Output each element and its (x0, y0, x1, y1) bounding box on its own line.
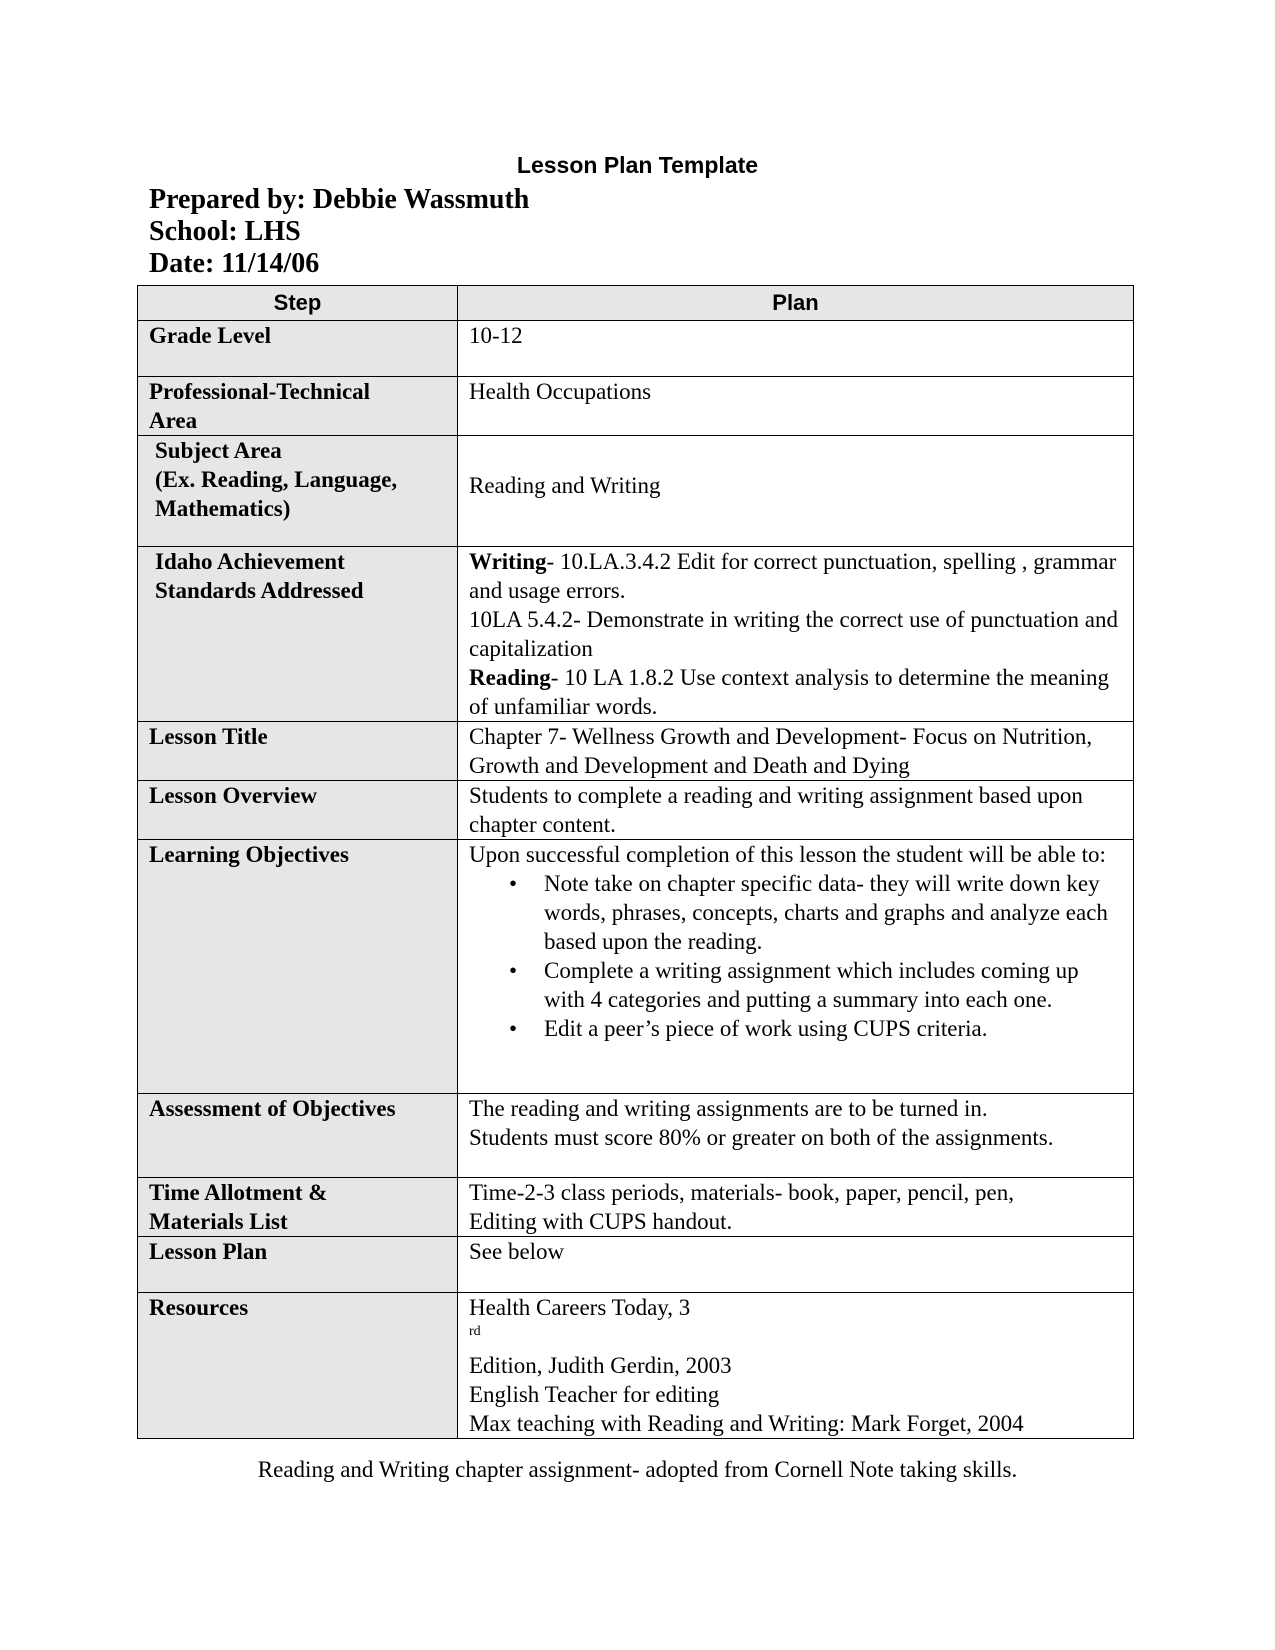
plan-assessment: The reading and writing assignments are to be turned in. Students must score 80% or greater on both of the assignments. (458, 1094, 1134, 1178)
table-row (138, 781, 1134, 840)
table-row (138, 436, 1134, 547)
objectives-list (469, 869, 1123, 1043)
step-grade-level: Grade Level (138, 321, 458, 377)
step-professional-technical: Professional-Technical Area (138, 377, 458, 436)
list-item: • Edit a peer’s piece of work using CUPS criteria. (544, 1014, 1123, 1043)
table-row (138, 547, 1134, 722)
plan-lesson-overview: Students to complete a reading and writing assignment based upon chapter content. (458, 781, 1134, 840)
plan-resources: Health Careers Today, 3 $^{rd}$ Edition, Judith Gerdin, 2003 English Teacher for editing Max teaching with Reading and Writing: Mark Forget, 2004 (458, 1293, 1134, 1439)
lesson-plan-table (137, 285, 1134, 1439)
table-row (138, 722, 1134, 781)
step-standards: Idaho Achievement Standards Addressed (138, 547, 458, 722)
step-lesson-title: Lesson Title (138, 722, 458, 781)
header-plan: Plan (458, 286, 1134, 321)
plan-lesson-title: Chapter 7- Wellness Growth and Development- Focus on Nutrition, Growth and Development and Death and Dying (458, 722, 1134, 781)
plan-standards: Writing- 10.LA.3.4.2 Edit for correct punctuation, spelling , grammar and usage errors. 10LA 5.4.2- Demonstrate in writing the correct use of punctuation and capitalization Reading- 10 LA 1.8.2 Use context analysis to determine the meaning of unfamiliar words. (458, 547, 1134, 722)
plan-time-allotment: Time-2-3 class periods, materials- book, paper, pencil, pen, Editing with CUPS handout. (458, 1178, 1134, 1237)
table-row (138, 321, 1134, 377)
prepared-by: Prepared by: Debbie Wassmuth (149, 184, 530, 215)
step-assessment: Assessment of Objectives (138, 1094, 458, 1178)
plan-lesson-plan: See below (458, 1237, 1134, 1293)
table-row (138, 1237, 1134, 1293)
table-row (138, 1178, 1134, 1237)
plan-grade-level: 10-12 (458, 321, 1134, 377)
date: Date: 11/14/06 (149, 248, 320, 279)
footer-note: Reading and Writing chapter assignment- adopted from Cornell Note taking skills. (257, 1457, 1018, 1482)
step-lesson-plan: Lesson Plan (138, 1237, 458, 1293)
step-subject-area: Subject Area (Ex. Reading, Language, Mathematics) (138, 436, 458, 547)
plan-learning-objectives: Upon successful completion of this lesson the student will be able to: • Note take on chapter specific data- they will write down key words, phrases, concepts, charts and graphs and analyze each based upon the reading. • Complete a writing assignment which includes coming up with 4 categories and putting a summary into each one. • Edit a peer’s piece of work using CUPS criteria. (458, 840, 1134, 1094)
school: School: LHS (149, 216, 301, 247)
step-learning-objectives: Learning Objectives (138, 840, 458, 1094)
table-row (138, 1094, 1134, 1178)
reading-label: Reading (469, 665, 551, 690)
document-title: Lesson Plan Template (516, 152, 759, 178)
table-row (138, 1293, 1134, 1439)
table-row (138, 840, 1134, 1094)
step-time-allotment: Time Allotment & Materials List (138, 1178, 458, 1237)
table-row (138, 377, 1134, 436)
header-step: Step (138, 286, 458, 321)
writing-label: Writing (469, 549, 547, 574)
table-header-row (138, 286, 1134, 321)
list-item: • Note take on chapter specific data- they will write down key words, phrases, concepts, charts and graphs and analyze each based upon the reading. (544, 869, 1123, 956)
step-resources: Resources (138, 1293, 458, 1439)
step-lesson-overview: Lesson Overview (138, 781, 458, 840)
plan-subject-area: Reading and Writing (458, 436, 1134, 547)
list-item: • Complete a writing assignment which includes coming up with 4 categories and putting a summary into each one. (544, 956, 1123, 1014)
plan-professional-technical: Health Occupations (458, 377, 1134, 436)
